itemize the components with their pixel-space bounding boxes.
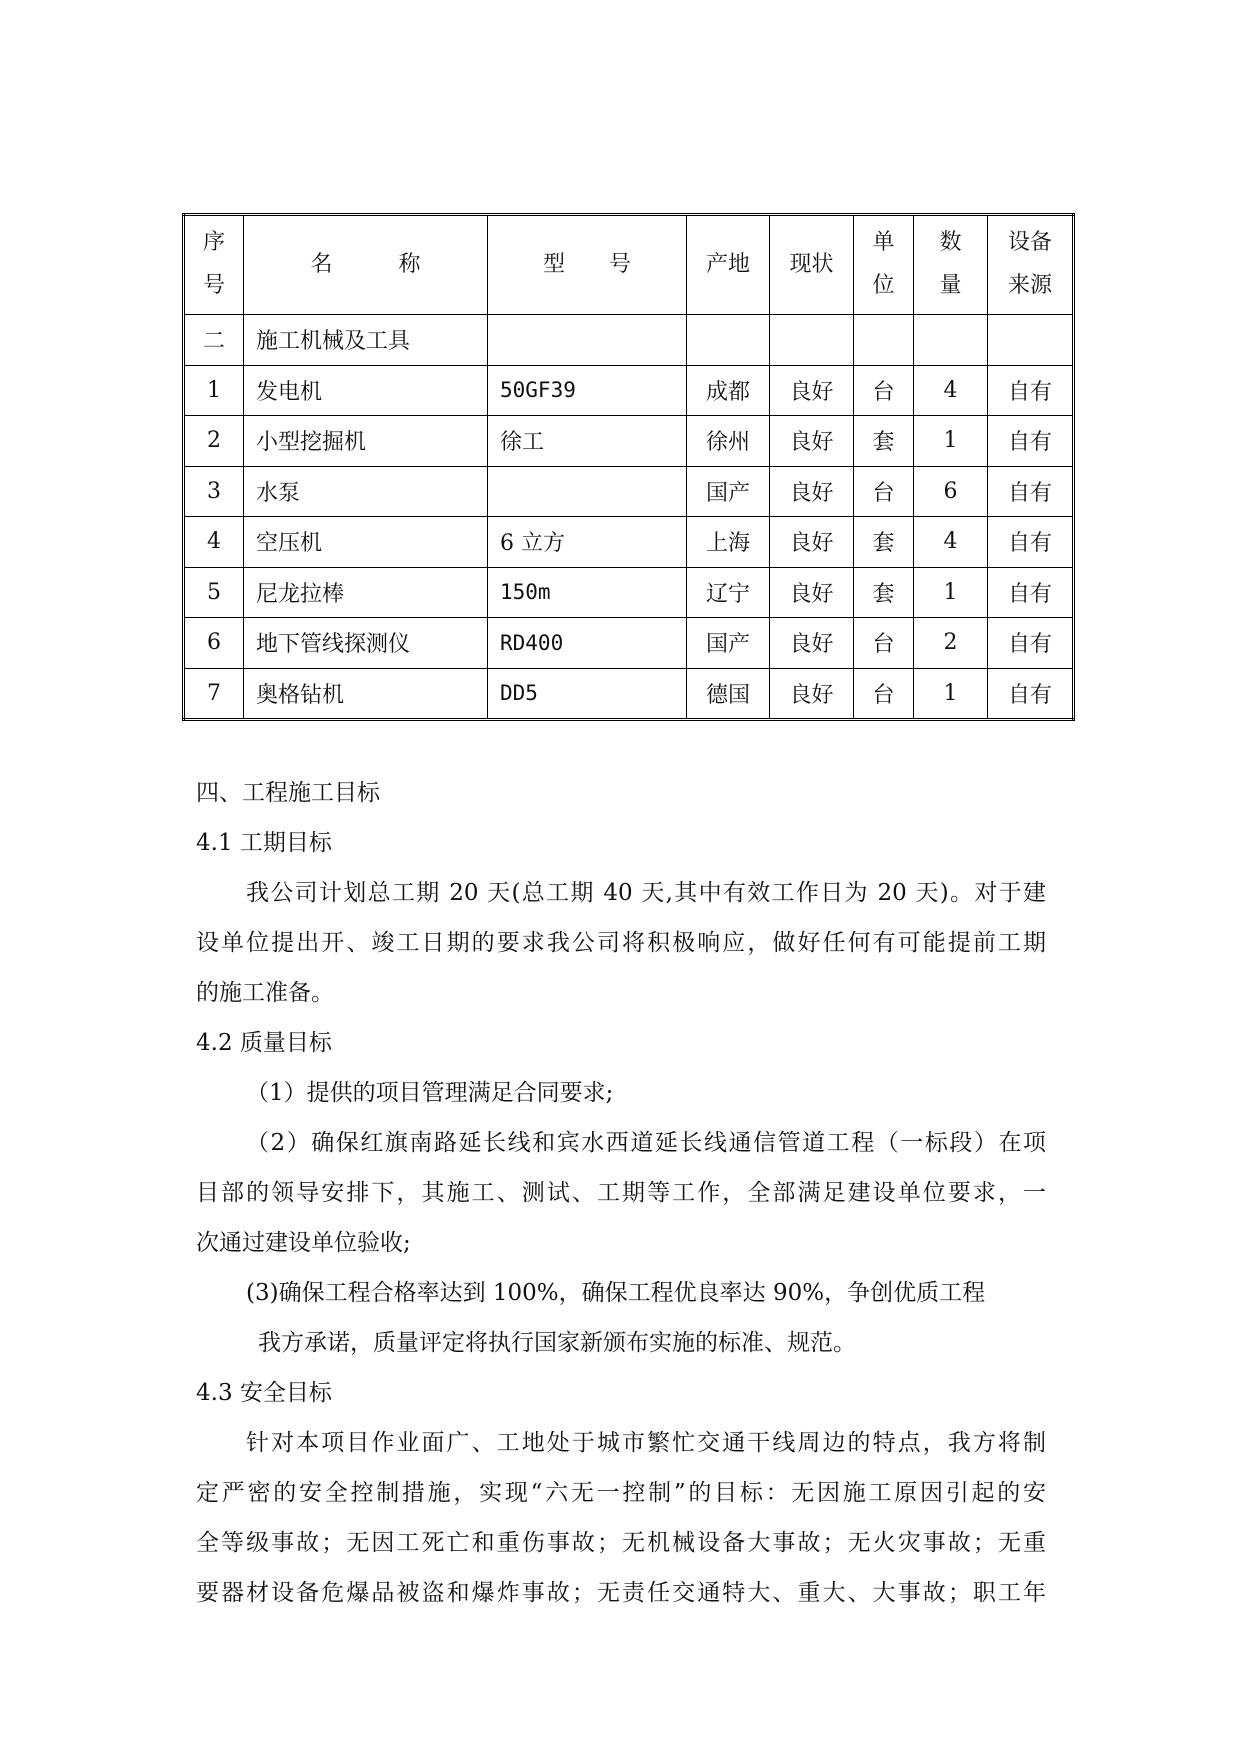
cell-name: 尼龙拉棒: [244, 567, 488, 618]
paragraph-line: （1）提供的项目管理满足合同要求;: [246, 1080, 614, 1106]
paragraph-line: (3)确保工程合格率达到 100%，确保工程优良率达 90%，争创优质工程: [246, 1280, 986, 1306]
header-source: 设备 来源: [988, 215, 1074, 315]
cell-source: 自有: [988, 618, 1074, 669]
cell-unit: 套: [854, 517, 914, 568]
cell-unit: 台: [854, 668, 914, 720]
cell-source: 自有: [988, 517, 1074, 568]
cell-model: [488, 466, 687, 517]
paragraph-line: 目部的领导安排下，其施工、测试、工期等工作，全部满足建设单位要求，一: [196, 1180, 1046, 1206]
table-row: [184, 668, 1074, 720]
cell-qty: 4: [914, 365, 988, 416]
paragraph-line: 的施工准备。: [196, 980, 334, 1006]
cell-status: 良好: [770, 567, 854, 618]
table-section-row: [184, 315, 1074, 366]
cell-origin: 成都: [687, 365, 770, 416]
cell-source: 自有: [988, 365, 1074, 416]
table-row: [184, 416, 1074, 467]
cell-qty: 4: [914, 517, 988, 568]
cell-index: 2: [184, 416, 244, 467]
cell-name: 水泵: [244, 466, 488, 517]
cell-unit: 台: [854, 618, 914, 669]
heading-construction-goals: 四、工程施工目标: [196, 780, 380, 806]
cell-status: 良好: [770, 466, 854, 517]
cell-model: DD5: [488, 668, 687, 720]
section-name: 施工机械及工具: [244, 315, 488, 366]
table-row: [184, 466, 1074, 517]
cell-qty: 1: [914, 668, 988, 720]
cell-qty: 2: [914, 618, 988, 669]
cell-model: 6 立方: [488, 517, 687, 568]
equipment-table: [182, 213, 1075, 721]
cell-index: 5: [184, 567, 244, 618]
cell-index: 7: [184, 668, 244, 720]
cell-status: 良好: [770, 517, 854, 568]
cell-origin: 德国: [687, 668, 770, 720]
header-index: 序 号: [184, 215, 244, 315]
cell-name: 地下管线探测仪: [244, 618, 488, 669]
cell-name: 小型挖掘机: [244, 416, 488, 467]
cell-source: 自有: [988, 567, 1074, 618]
paragraph-line: 设单位提出开、竣工日期的要求我公司将积极响应，做好任何有可能提前工期: [196, 930, 1046, 956]
cell-model: 50GF39: [488, 365, 687, 416]
cell-origin: 徐州: [687, 416, 770, 467]
cell-index: 1: [184, 365, 244, 416]
cell-index: 6: [184, 618, 244, 669]
table-row: [184, 365, 1074, 416]
cell-index: 3: [184, 466, 244, 517]
cell-model: 150m: [488, 567, 687, 618]
cell-qty: 1: [914, 567, 988, 618]
paragraph-line: 我方承诺，质量评定将执行国家新颁布实施的标准、规范。: [258, 1330, 856, 1356]
table-row: [184, 567, 1074, 618]
paragraph-line: 要器材设备危爆品被盗和爆炸事故；无责任交通特大、重大、大事故；职工年: [196, 1580, 1046, 1606]
cell-origin: 辽宁: [687, 567, 770, 618]
header-unit: 单 位: [854, 215, 914, 315]
paragraph-line: 针对本项目作业面广、工地处于城市繁忙交通干线周边的特点，我方将制: [246, 1430, 1046, 1456]
paragraph-line: 定严密的安全控制措施，实现“六无一控制”的目标：无因施工原因引起的安: [196, 1480, 1046, 1506]
cell-qty: 1: [914, 416, 988, 467]
paragraph-line: 次通过建设单位验收;: [196, 1230, 411, 1256]
cell-source: 自有: [988, 416, 1074, 467]
header-model: 型 号: [488, 215, 687, 315]
cell-unit: 套: [854, 416, 914, 467]
cell-model: RD400: [488, 618, 687, 669]
cell-index: 4: [184, 517, 244, 568]
cell-unit: 套: [854, 567, 914, 618]
table-row: [184, 618, 1074, 669]
cell-status: 良好: [770, 618, 854, 669]
cell-qty: 6: [914, 466, 988, 517]
cell-name: 发电机: [244, 365, 488, 416]
cell-source: 自有: [988, 466, 1074, 517]
paragraph-line: 全等级事故；无因工死亡和重伤事故；无机械设备大事故；无火灾事故；无重: [196, 1530, 1046, 1556]
cell-status: 良好: [770, 416, 854, 467]
cell-model: 徐工: [488, 416, 687, 467]
paragraph-line: 我公司计划总工期 20 天(总工期 40 天,其中有效工作日为 20 天)。对于建: [246, 880, 1046, 906]
header-origin: 产地: [687, 215, 770, 315]
section-index: 二: [184, 315, 244, 366]
paragraph-line: （2）确保红旗南路延长线和宾水西道延长线通信管道工程（一标段）在项: [246, 1130, 1046, 1156]
header-status: 现状: [770, 215, 854, 315]
cell-origin: 国产: [687, 466, 770, 517]
table-header-row: [184, 215, 1074, 315]
cell-name: 空压机: [244, 517, 488, 568]
cell-origin: 国产: [687, 618, 770, 669]
heading-schedule-goal: 4.1 工期目标: [196, 830, 332, 856]
cell-name: 奥格钻机: [244, 668, 488, 720]
cell-unit: 台: [854, 365, 914, 416]
heading-quality-goal: 4.2 质量目标: [196, 1030, 332, 1056]
header-qty: 数 量: [914, 215, 988, 315]
heading-safety-goal: 4.3 安全目标: [196, 1380, 332, 1406]
table-row: [184, 517, 1074, 568]
cell-status: 良好: [770, 668, 854, 720]
header-name: 名 称: [244, 215, 488, 315]
cell-unit: 台: [854, 466, 914, 517]
cell-status: 良好: [770, 365, 854, 416]
cell-source: 自有: [988, 668, 1074, 720]
cell-origin: 上海: [687, 517, 770, 568]
